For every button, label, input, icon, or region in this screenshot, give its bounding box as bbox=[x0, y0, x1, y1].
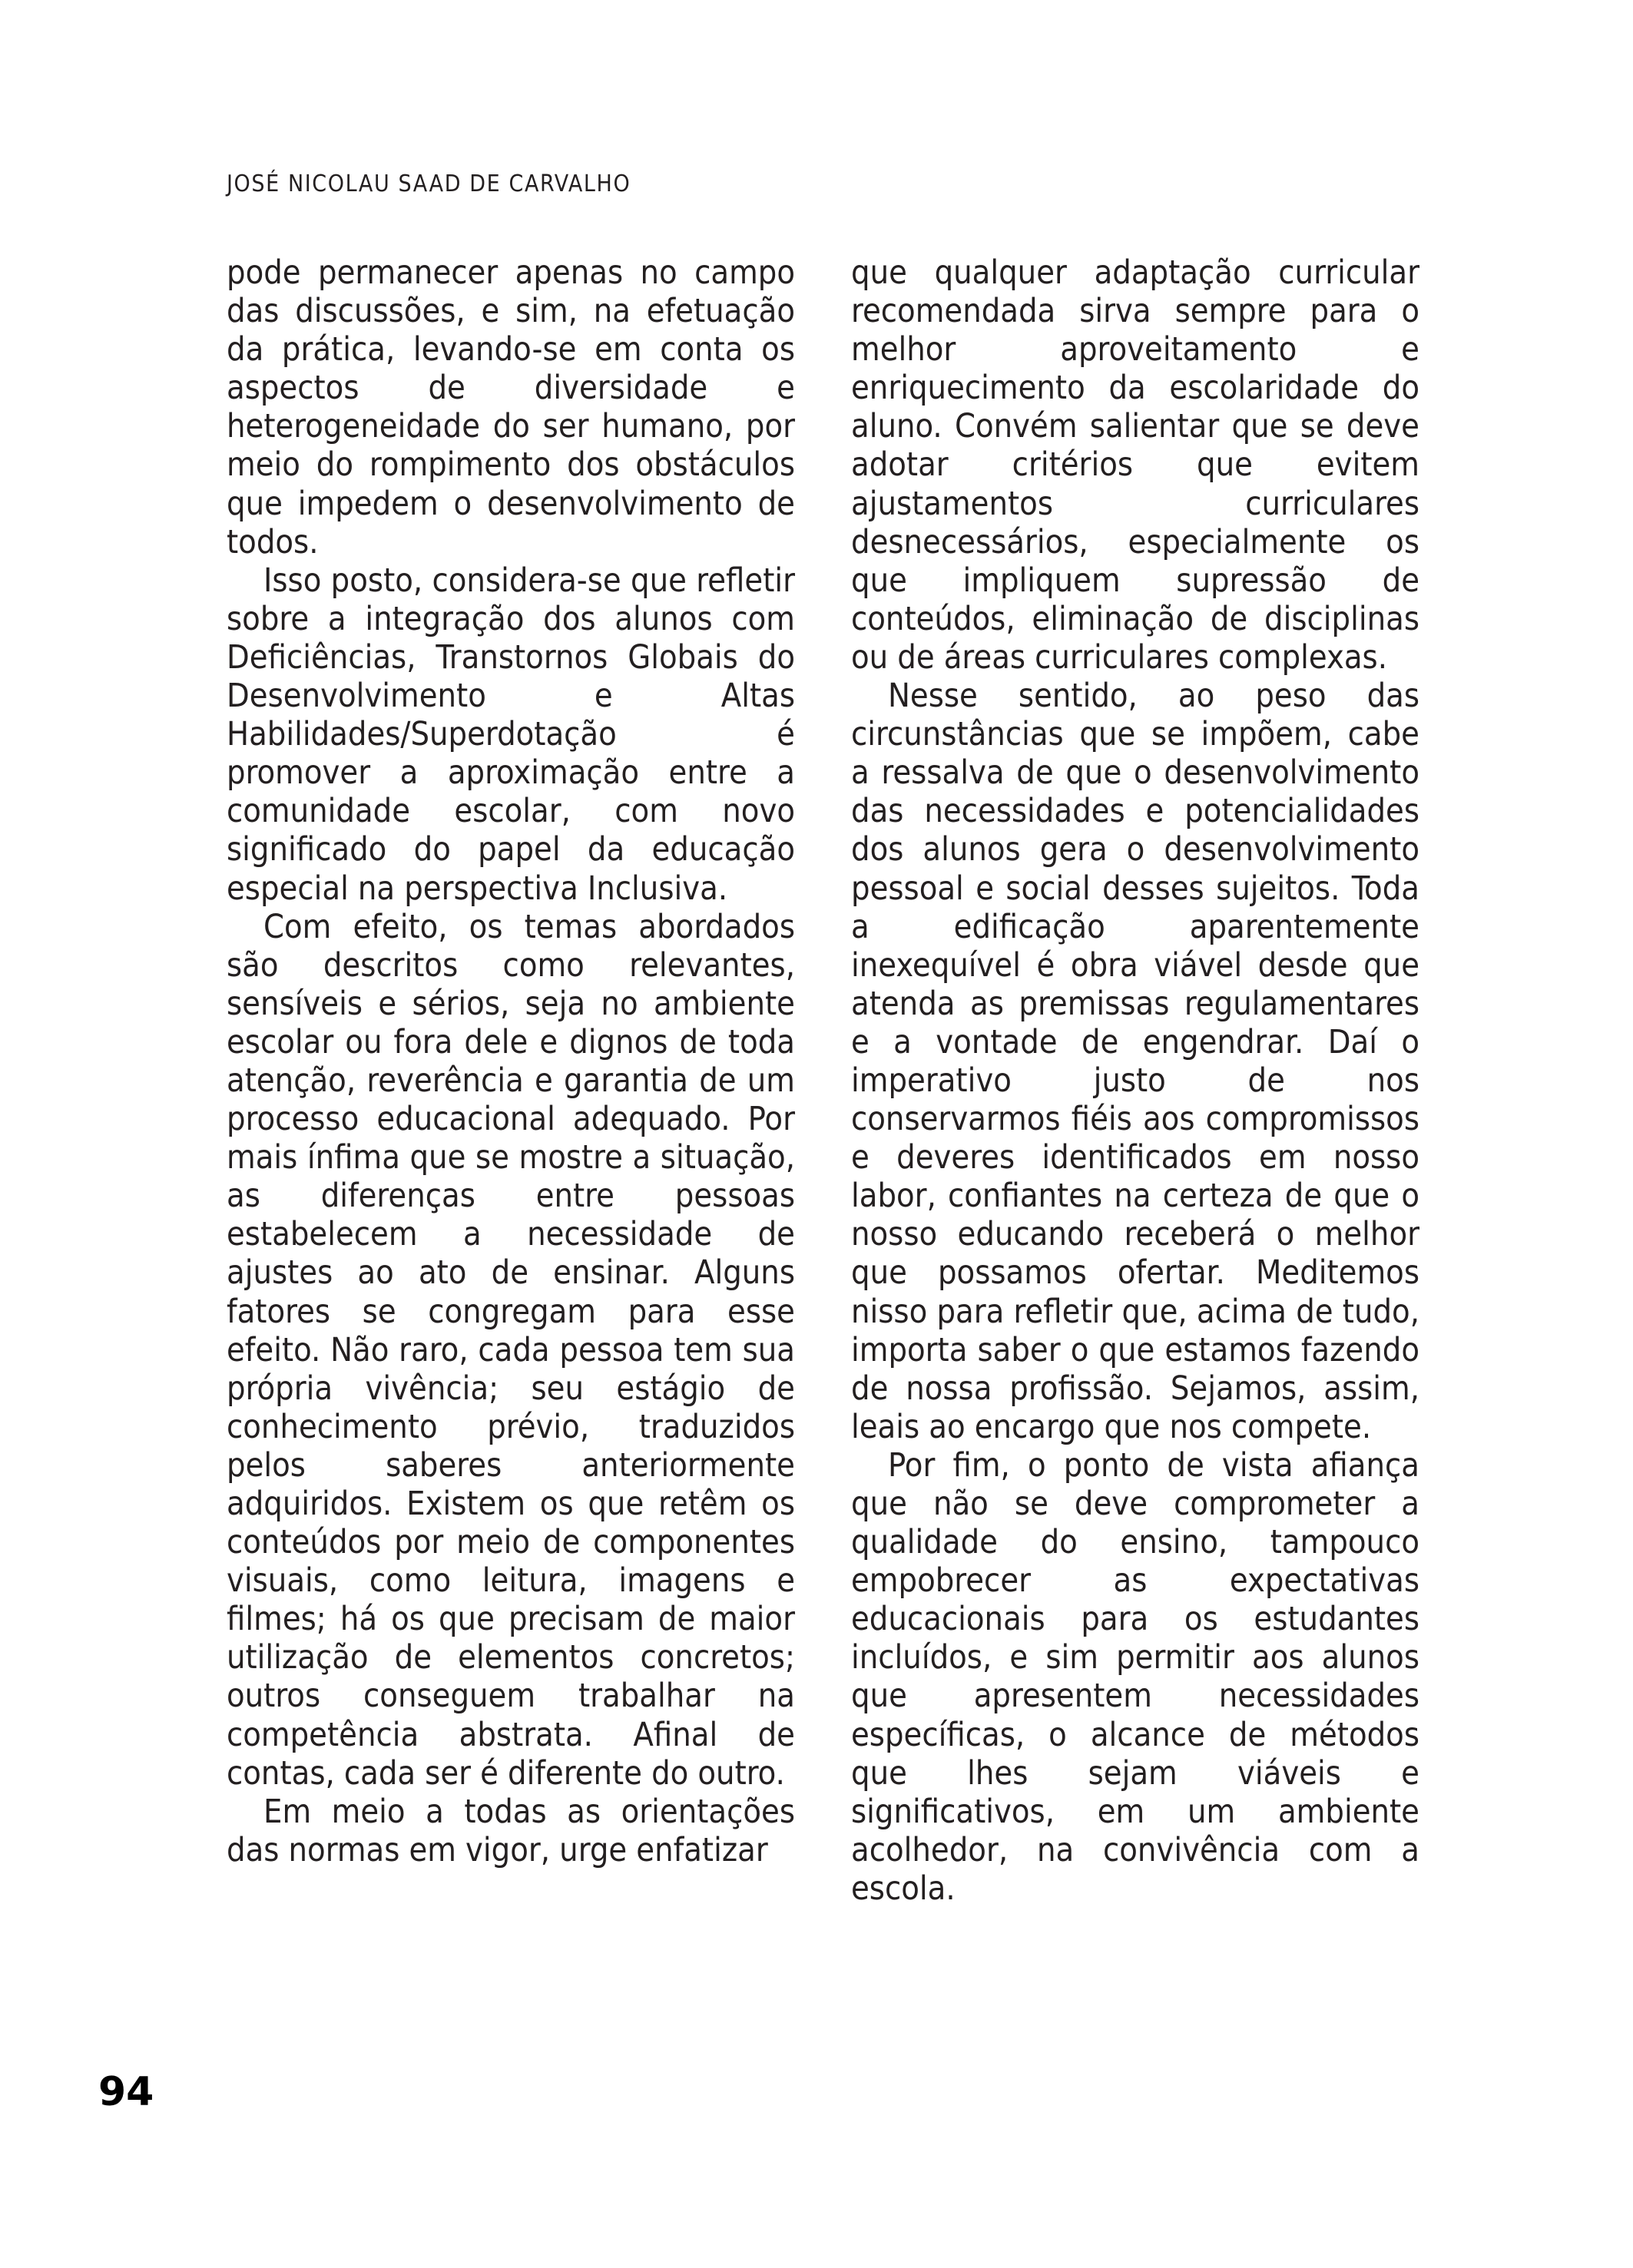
column-left bbox=[227, 253, 795, 1869]
paragraph: Isso posto, considera-se que refletir sobre a integração dos alunos com Deficiências, Transtornos Globais do Desenvolvimento e Altas Habilidades/Superdotação é promover a aproximação entre a comunidade escolar, com novo significado do papel da educação especial na perspectiva Inclusiva. bbox=[227, 561, 795, 908]
paragraph: Em meio a todas as orientações das normas em vigor, urge enfatizar bbox=[227, 1792, 795, 1869]
paragraph: Por fim, o ponto de vista afiança que não se deve comprometer a qualidade do ensino, tampouco empobrecer as expectativas educacionais para os estudantes incluídos, e sim permitir aos alunos que apresentem necessidades específicas, o alcance de métodos que lhes sejam viáveis e significativos, em um ambiente acolhedor, na convivência com a escola. bbox=[851, 1445, 1419, 1908]
paragraph: Com efeito, os temas abordados são descritos como relevantes, sensíveis e sérios, seja no ambiente escolar ou fora dele e dignos de toda atenção, reverência e garantia de um processo educacional adequado. Por mais ínfima que se mostre a situação, as diferenças entre pessoas estabelecem a necessidade de ajustes ao ato de ensinar. Alguns fatores se congregam para esse efeito. Não raro, cada pessoa tem sua própria vivência; seu estágio de conhecimento prévio, traduzidos pelos saberes anteriormente adquiridos. Existem os que retêm os conteúdos por meio de componentes visuais, como leitura, imagens e filmes; há os que precisam de maior utilização de elementos concretos; outros conseguem trabalhar na competência abstrata. Afinal de contas, cada ser é diferente do outro. bbox=[227, 907, 795, 1793]
paragraph: pode permanecer apenas no campo das discussões, e sim, na efetuação da prática, levando-se em conta os aspectos de diversidade e heterogeneidade do ser humano, por meio do rompimento dos obstáculos que impedem o desenvolvimento de todos. bbox=[227, 253, 795, 561]
text-body bbox=[227, 253, 1419, 1908]
column-right bbox=[851, 253, 1419, 1908]
running-header: JOSÉ NICOLAU SAAD DE CARVALHO bbox=[227, 171, 631, 197]
paragraph: Nesse sentido, ao peso das circunstâncias que se impõem, cabe a ressalva de que o desenvolvimento das necessidades e potencialidades dos alunos gera o desenvolvimento pessoal e social desses sujeitos. Toda a edificação aparentemente inexequível é obra viável desde que atenda as premissas regulamentares e a vontade de engendrar. Daí o imperativo justo de nos conservarmos fiéis aos compromissos e deveres identificados em nosso labor, confiantes na certeza de que o nosso educando receberá o melhor que possamos ofertar. Meditemos nisso para refletir que, acima de tudo, importa saber o que estamos fazendo de nossa profissão. Sejamos, assim, leais ao encargo que nos compete. bbox=[851, 677, 1419, 1446]
paragraph: que qualquer adaptação curricular recomendada sirva sempre para o melhor aproveitamento e enriquecimento da escolaridade do aluno. Convém salientar que se deve adotar critérios que evitem ajustamentos curriculares desnecessários, especialmente os que impliquem supressão de conteúdos, eliminação de disciplinas ou de áreas curriculares complexas. bbox=[851, 253, 1419, 677]
page-number: 94 bbox=[98, 2069, 154, 2115]
